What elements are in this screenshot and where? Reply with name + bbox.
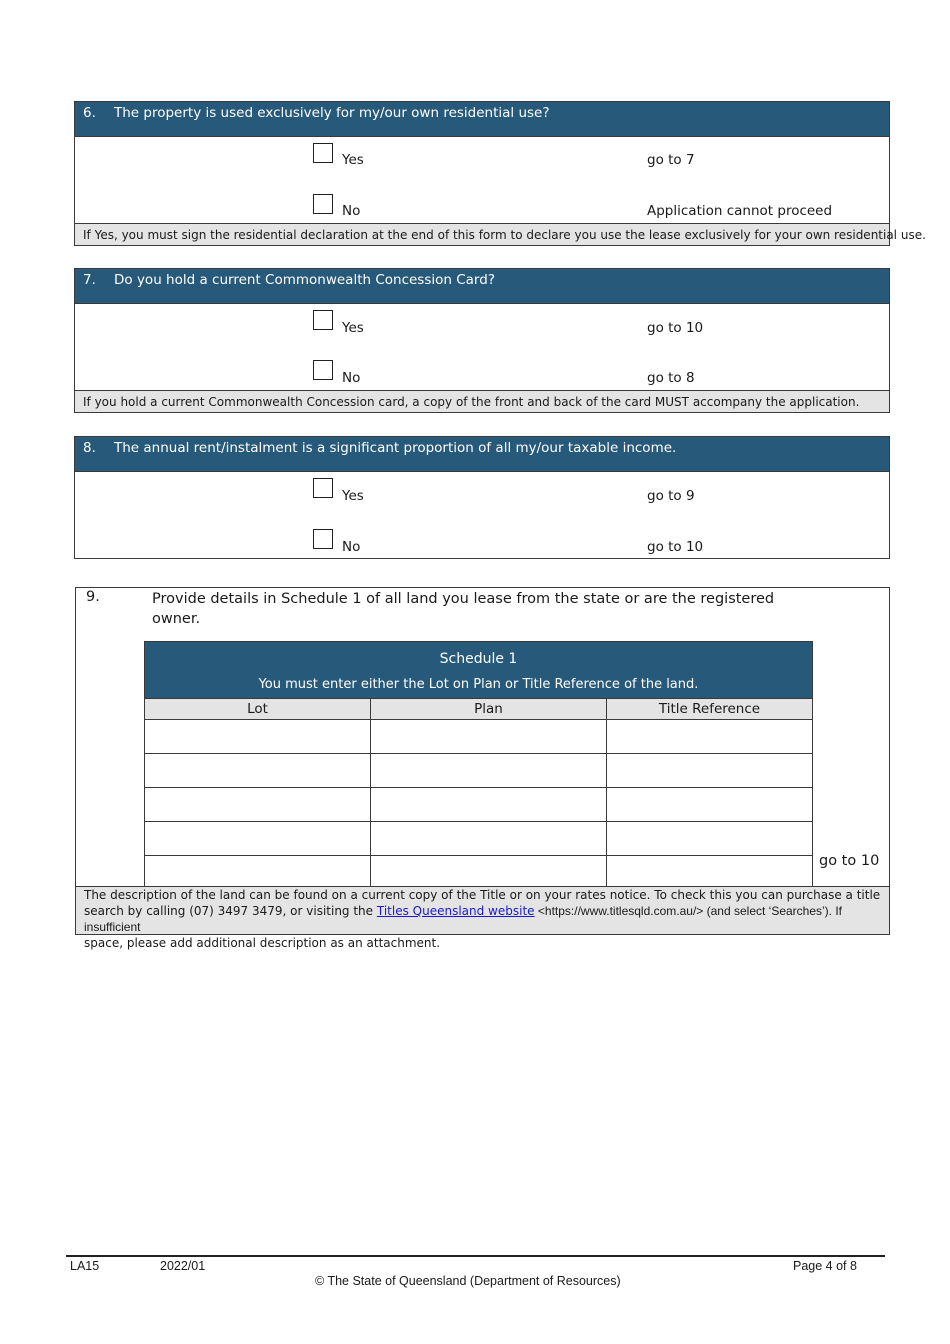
- column-header-lot: Lot: [145, 699, 371, 720]
- yes-label: Yes: [342, 320, 364, 336]
- note-text: The description of the land can be found on a current copy of the Title or on your rates notice. To check this you can purchase a title search by calling (07) 3497 3479, or visiting the: [84, 888, 881, 918]
- question-number: 6.: [83, 105, 96, 121]
- footer-divider: [66, 1255, 885, 1257]
- no-label: No: [342, 370, 361, 386]
- table-row: [145, 822, 813, 856]
- no-checkbox[interactable]: [313, 529, 333, 549]
- lot-cell[interactable]: [145, 754, 371, 788]
- question-7-header: [75, 269, 889, 304]
- table-row: [145, 788, 813, 822]
- yes-goto: go to 9: [647, 488, 695, 504]
- no-checkbox[interactable]: [313, 360, 333, 380]
- lot-cell[interactable]: [145, 822, 371, 856]
- question-number: 7.: [83, 272, 96, 288]
- form-code: LA15: [70, 1259, 100, 1273]
- plan-cell[interactable]: [371, 856, 607, 890]
- question-number: 9.: [86, 589, 100, 605]
- question-8-header: [75, 437, 889, 472]
- table-row: [145, 754, 813, 788]
- lot-cell[interactable]: [145, 788, 371, 822]
- column-header-plan: Plan: [371, 699, 607, 720]
- no-label: No: [342, 203, 361, 219]
- question-7-note: If you hold a current Commonwealth Concession card, a copy of the front and back of the card MUST accompany the application.: [75, 390, 889, 412]
- no-checkbox[interactable]: [313, 194, 333, 214]
- question-9: [75, 587, 890, 950]
- schedule-title-header: [145, 642, 813, 699]
- title-reference-cell[interactable]: [607, 754, 813, 788]
- plan-cell[interactable]: [371, 720, 607, 754]
- no-goto: go to 10: [647, 539, 704, 555]
- question-6-note: If Yes, you must sign the residential declaration at the end of this form to declare you use the lease exclusively for your own residential use.: [75, 223, 889, 245]
- question-text: The property is used exclusively for my/our own residential use?: [114, 105, 550, 121]
- no-goto: go to 8: [647, 370, 695, 386]
- yes-label: Yes: [342, 488, 364, 504]
- note-text-end: space, please add additional description as an attachment.: [84, 936, 441, 950]
- note-url-text: <https://www.titlesqld.com.au/> (and select ‘Searches’). If insufficient: [84, 904, 843, 934]
- q9-goto: go to 10: [819, 853, 880, 869]
- page-number: Page 4 of 8: [793, 1259, 857, 1273]
- yes-goto: go to 10: [647, 320, 704, 336]
- form-version: 2022/01: [160, 1259, 206, 1273]
- no-goto: Application cannot proceed: [647, 203, 833, 219]
- question-text: Provide details in Schedule 1 of all land you lease from the state or are the registered owner.: [152, 591, 775, 627]
- table-row: [145, 720, 813, 754]
- lot-cell[interactable]: [145, 856, 371, 890]
- column-header-title-reference: Title Reference: [607, 699, 813, 720]
- title-reference-cell[interactable]: [607, 788, 813, 822]
- schedule-1-table: [144, 641, 813, 890]
- yes-label: Yes: [342, 152, 364, 168]
- plan-cell[interactable]: [371, 754, 607, 788]
- titles-queensland-link[interactable]: Titles Queensland website: [376, 904, 535, 918]
- title-reference-cell[interactable]: [607, 720, 813, 754]
- copyright: © The State of Queensland (Department of Resources): [315, 1274, 621, 1288]
- schedule-title: Schedule 1: [439, 650, 518, 667]
- question-6-header: [75, 102, 889, 137]
- question-text: The annual rent/instalment is a significant proportion of all my/our taxable income.: [114, 440, 677, 456]
- question-text: Do you hold a current Commonwealth Concession Card?: [114, 272, 495, 288]
- no-label: No: [342, 539, 361, 555]
- lot-cell[interactable]: [145, 720, 371, 754]
- title-reference-cell[interactable]: [607, 822, 813, 856]
- yes-goto: go to 7: [647, 152, 695, 168]
- question-9-note: [76, 886, 889, 950]
- question-7-options: [75, 304, 889, 390]
- question-7: [74, 268, 890, 413]
- question-8-options: [75, 472, 889, 558]
- yes-checkbox[interactable]: [313, 310, 333, 330]
- table-row: [145, 856, 813, 890]
- yes-checkbox[interactable]: [313, 478, 333, 498]
- schedule-subtitle: You must enter either the Lot on Plan or Title Reference of the land.: [258, 676, 699, 692]
- plan-cell[interactable]: [371, 788, 607, 822]
- question-number: 8.: [83, 440, 96, 456]
- question-8: [74, 436, 890, 559]
- plan-cell[interactable]: [371, 822, 607, 856]
- yes-checkbox[interactable]: [313, 143, 333, 163]
- question-6-options: [75, 137, 889, 223]
- question-6: [74, 101, 926, 246]
- title-reference-cell[interactable]: [607, 856, 813, 890]
